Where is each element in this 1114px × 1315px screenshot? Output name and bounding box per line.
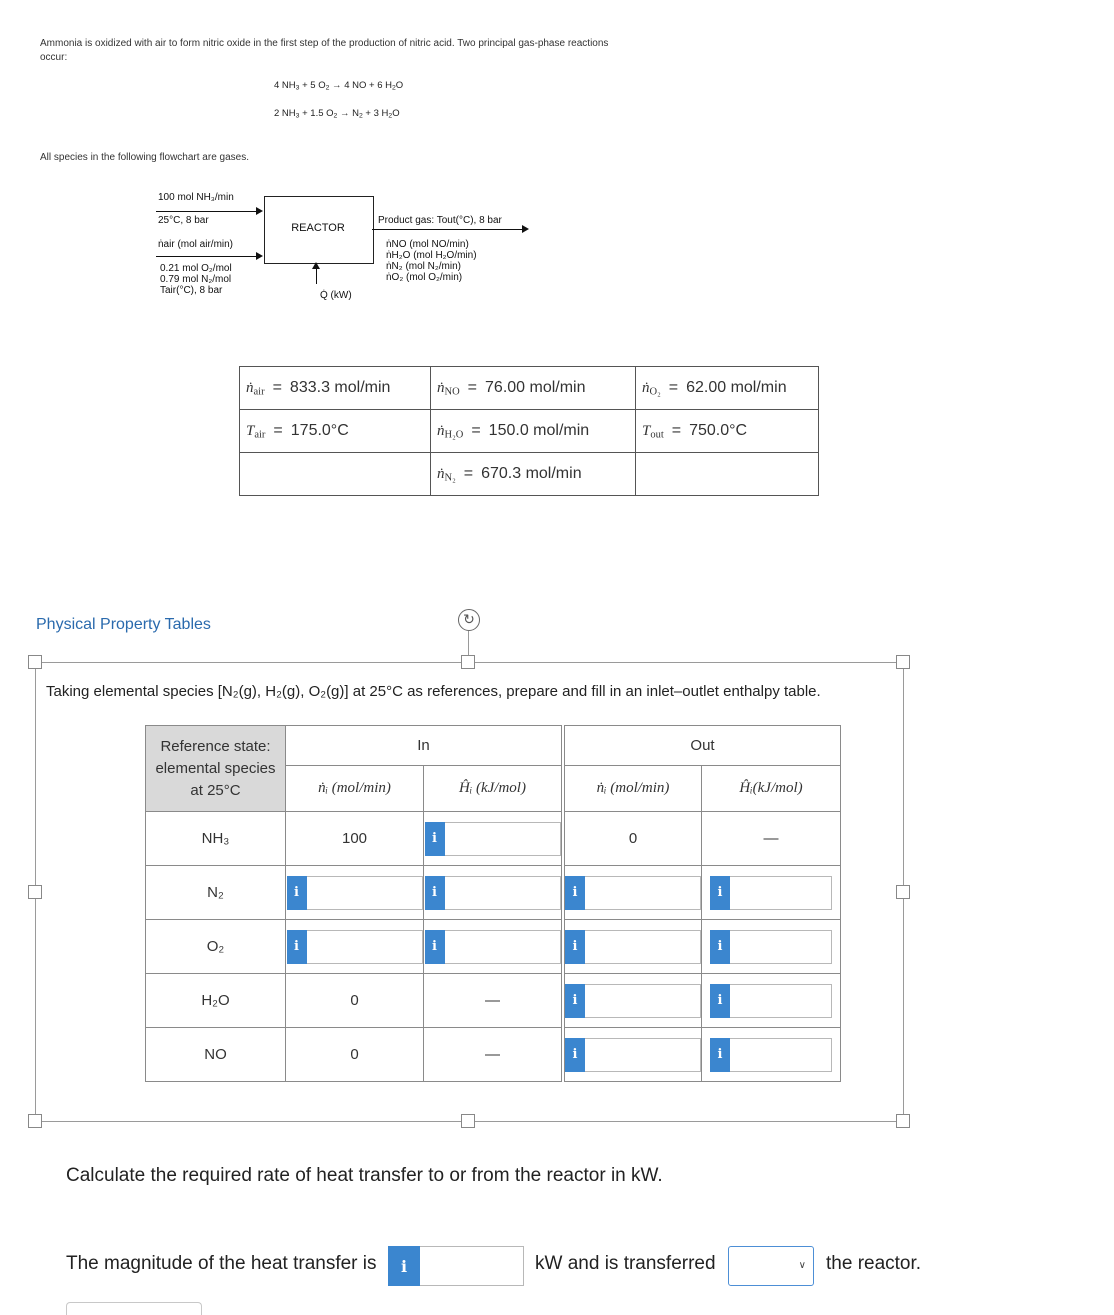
- info-icon[interactable]: i: [425, 930, 445, 964]
- summary-n-n2: ṅ$_{N_2}$ = 670.3 mol/min: [431, 453, 636, 496]
- n-out-no-input[interactable]: [585, 1038, 701, 1072]
- n-out-nh3: 0: [565, 812, 702, 866]
- air-temperature: Tair(°C), 8 bar: [160, 285, 223, 296]
- resize-handle-bl[interactable]: [28, 1114, 42, 1128]
- heat-magnitude-input[interactable]: [420, 1246, 524, 1286]
- product-arrow-head: [522, 225, 529, 233]
- resize-handle-ml[interactable]: [28, 885, 42, 899]
- reaction-2: 2 $NH_3 + 1.5$ $O_2 \to N_2 + 3$ $H_2O$: [274, 108, 400, 120]
- species-nh3: NH₃: [146, 812, 286, 866]
- n-in-n2-cell: [286, 866, 424, 920]
- info-icon[interactable]: i: [565, 1038, 585, 1072]
- results-summary-table: [239, 366, 819, 496]
- h-in-o2-cell: [424, 920, 562, 974]
- answer-prefix: The magnitude of the heat transfer is: [66, 1253, 377, 1274]
- all-gases-note: All species in the following flowchart are gases.: [40, 152, 249, 163]
- enthalpy-table: [145, 725, 841, 1082]
- info-icon[interactable]: i: [565, 984, 585, 1018]
- n-in-n2-input[interactable]: [307, 876, 423, 910]
- h-out-nh3-dash: —: [702, 812, 841, 866]
- species-no: NO: [146, 1028, 286, 1082]
- n-out-h2o-input[interactable]: [585, 984, 701, 1018]
- instruction-text: Taking elemental species [N₂(g), H₂(g), O₂(g)] at 25°C as references, prepare and fill in an inlet–outlet enthalpy table.: [46, 683, 821, 700]
- n-out-h2o-cell: [565, 974, 702, 1028]
- nh3-conditions: 25°C, 8 bar: [158, 215, 209, 226]
- resize-handle-bc[interactable]: [461, 1114, 475, 1128]
- submit-button[interactable]: [66, 1302, 202, 1315]
- refresh-icon[interactable]: ↻: [458, 609, 480, 631]
- table-row-o2: [146, 920, 841, 974]
- air-feed-arrow: [156, 256, 256, 257]
- summary-empty-1: [240, 453, 431, 496]
- h-in-n2-input[interactable]: [445, 876, 561, 910]
- h-out-n2-input[interactable]: [730, 876, 832, 910]
- info-icon[interactable]: i: [287, 876, 307, 910]
- intro-line-1: Ammonia is oxidized with air to form nitric oxide in the first step of the production of nitric acid. Two principal gas-phase reactions: [40, 38, 609, 49]
- h-out-o2-cell: [702, 920, 841, 974]
- n-out-n2-cell: [565, 866, 702, 920]
- info-icon[interactable]: i: [710, 1038, 730, 1072]
- h-out-h2o-cell: [702, 974, 841, 1028]
- info-icon[interactable]: i: [710, 876, 730, 910]
- resize-handle-br[interactable]: [896, 1114, 910, 1128]
- summary-n-air: ṅ$_{air}$ = 833.3 mol/min: [240, 367, 431, 410]
- h-in-nh3-cell: [424, 812, 562, 866]
- heat-arrow: [316, 268, 317, 284]
- question-text: Calculate the required rate of heat transfer to or from the reactor in kW.: [66, 1165, 663, 1186]
- summary-empty-2: [636, 453, 819, 496]
- answer-suffix: the reactor.: [826, 1253, 922, 1274]
- nh3-feed-label: 100 mol NH₃/min: [158, 192, 234, 203]
- intro-line-2: occur:: [40, 52, 68, 63]
- h-out-col-header: Ĥᵢ(kJ/mol): [702, 766, 841, 812]
- n-in-h2o: 0: [286, 974, 424, 1028]
- species-o2: O₂: [146, 920, 286, 974]
- chevron-down-icon: ∨: [798, 1260, 806, 1271]
- info-icon[interactable]: i: [710, 930, 730, 964]
- info-icon[interactable]: i: [565, 876, 585, 910]
- species-n2: N₂: [146, 866, 286, 920]
- n-in-o2-cell: [286, 920, 424, 974]
- nh3-arrow-head: [256, 207, 263, 215]
- info-icon[interactable]: i: [565, 930, 585, 964]
- n-out-n2-input[interactable]: [585, 876, 701, 910]
- resize-handle-tc[interactable]: [461, 655, 475, 669]
- table-row-nh3: [146, 812, 841, 866]
- info-icon[interactable]: i: [425, 822, 445, 856]
- species-h2o: H₂O: [146, 974, 286, 1028]
- summary-n-no: ṅ$_{NO}$ = 76.00 mol/min: [431, 367, 636, 410]
- nh3-feed-arrow: [156, 211, 256, 212]
- reaction-1: 4 $NH_3 + 5$ $O_2 \to 4$ NO + 6 $H_2O$: [274, 80, 404, 92]
- out-header: Out: [565, 726, 841, 766]
- n-in-o2-input[interactable]: [307, 930, 423, 964]
- info-icon[interactable]: i: [287, 930, 307, 964]
- h-out-o2-input[interactable]: [730, 930, 832, 964]
- air-feed-label: ṅair (mol air/min): [158, 239, 234, 250]
- resize-handle-tr[interactable]: [896, 655, 910, 669]
- product-gas-label: Product gas: Tout(°C), 8 bar: [378, 215, 502, 226]
- summary-n-o2: ṅ$_{O_2}$ = 62.00 mol/min: [636, 367, 819, 410]
- h-in-no-dash: —: [424, 1028, 562, 1082]
- h-out-h2o-input[interactable]: [730, 984, 832, 1018]
- n-in-nh3: 100: [286, 812, 424, 866]
- n-in-col-header: ṅᵢ (mol/min): [286, 766, 424, 812]
- h-out-no-cell: [702, 1028, 841, 1082]
- heat-label: Q̇ (kW): [320, 290, 352, 301]
- info-icon[interactable]: i: [710, 984, 730, 1018]
- resize-handle-tl[interactable]: [28, 655, 42, 669]
- answer-middle: kW and is transferred: [535, 1253, 716, 1274]
- h-in-nh3-input[interactable]: [445, 822, 561, 856]
- h-in-n2-cell: [424, 866, 562, 920]
- refresh-connector: [468, 631, 469, 655]
- physical-property-tables-link[interactable]: Physical Property Tables: [36, 616, 211, 633]
- heat-magnitude-field: [388, 1246, 524, 1286]
- n-in-no: 0: [286, 1028, 424, 1082]
- direction-select[interactable]: [728, 1246, 814, 1286]
- reactor-label: REACTOR: [291, 222, 345, 234]
- n-out-no-cell: [565, 1028, 702, 1082]
- table-row-n2: [146, 866, 841, 920]
- reference-state-cell: Reference state: elemental species at 25°C: [146, 726, 286, 812]
- product-n2: ṅN₂ (mol N₂/min): [386, 261, 461, 272]
- h-in-h2o-dash: —: [424, 974, 562, 1028]
- info-icon[interactable]: i: [425, 876, 445, 910]
- product-no: ṅNO (mol NO/min): [386, 239, 469, 250]
- in-header: In: [286, 726, 562, 766]
- air-arrow-head: [256, 252, 263, 260]
- product-o2: ṅO₂ (mol O₂/min): [386, 272, 463, 283]
- n-out-col-header: ṅᵢ (mol/min): [565, 766, 702, 812]
- n-out-o2-cell: [565, 920, 702, 974]
- product-h2o: ṅH₂O (mol H₂O/min): [386, 250, 477, 261]
- heat-arrow-head: [312, 262, 320, 269]
- table-row-h2o: [146, 974, 841, 1028]
- n-out-o2-input[interactable]: [585, 930, 701, 964]
- air-o2-fraction: 0.21 mol O₂/mol: [160, 263, 232, 274]
- table-row-no: [146, 1028, 841, 1082]
- h-out-n2-cell: [702, 866, 841, 920]
- h-in-col-header: Ĥᵢ (kJ/mol): [424, 766, 562, 812]
- h-out-no-input[interactable]: [730, 1038, 832, 1072]
- info-icon[interactable]: i: [388, 1246, 420, 1286]
- problem-intro: [40, 38, 680, 63]
- product-arrow: [372, 229, 522, 230]
- resize-handle-mr[interactable]: [896, 885, 910, 899]
- air-n2-fraction: 0.79 mol N₂/mol: [160, 274, 232, 285]
- h-in-o2-input[interactable]: [445, 930, 561, 964]
- summary-n-h2o: ṅ$_{H_2O}$ = 150.0 mol/min: [431, 410, 636, 453]
- summary-t-out: $T_{out} = 750.0^\circ C$: [636, 410, 819, 453]
- summary-t-air: $T_{air} = 175.0^\circ C$: [240, 410, 431, 453]
